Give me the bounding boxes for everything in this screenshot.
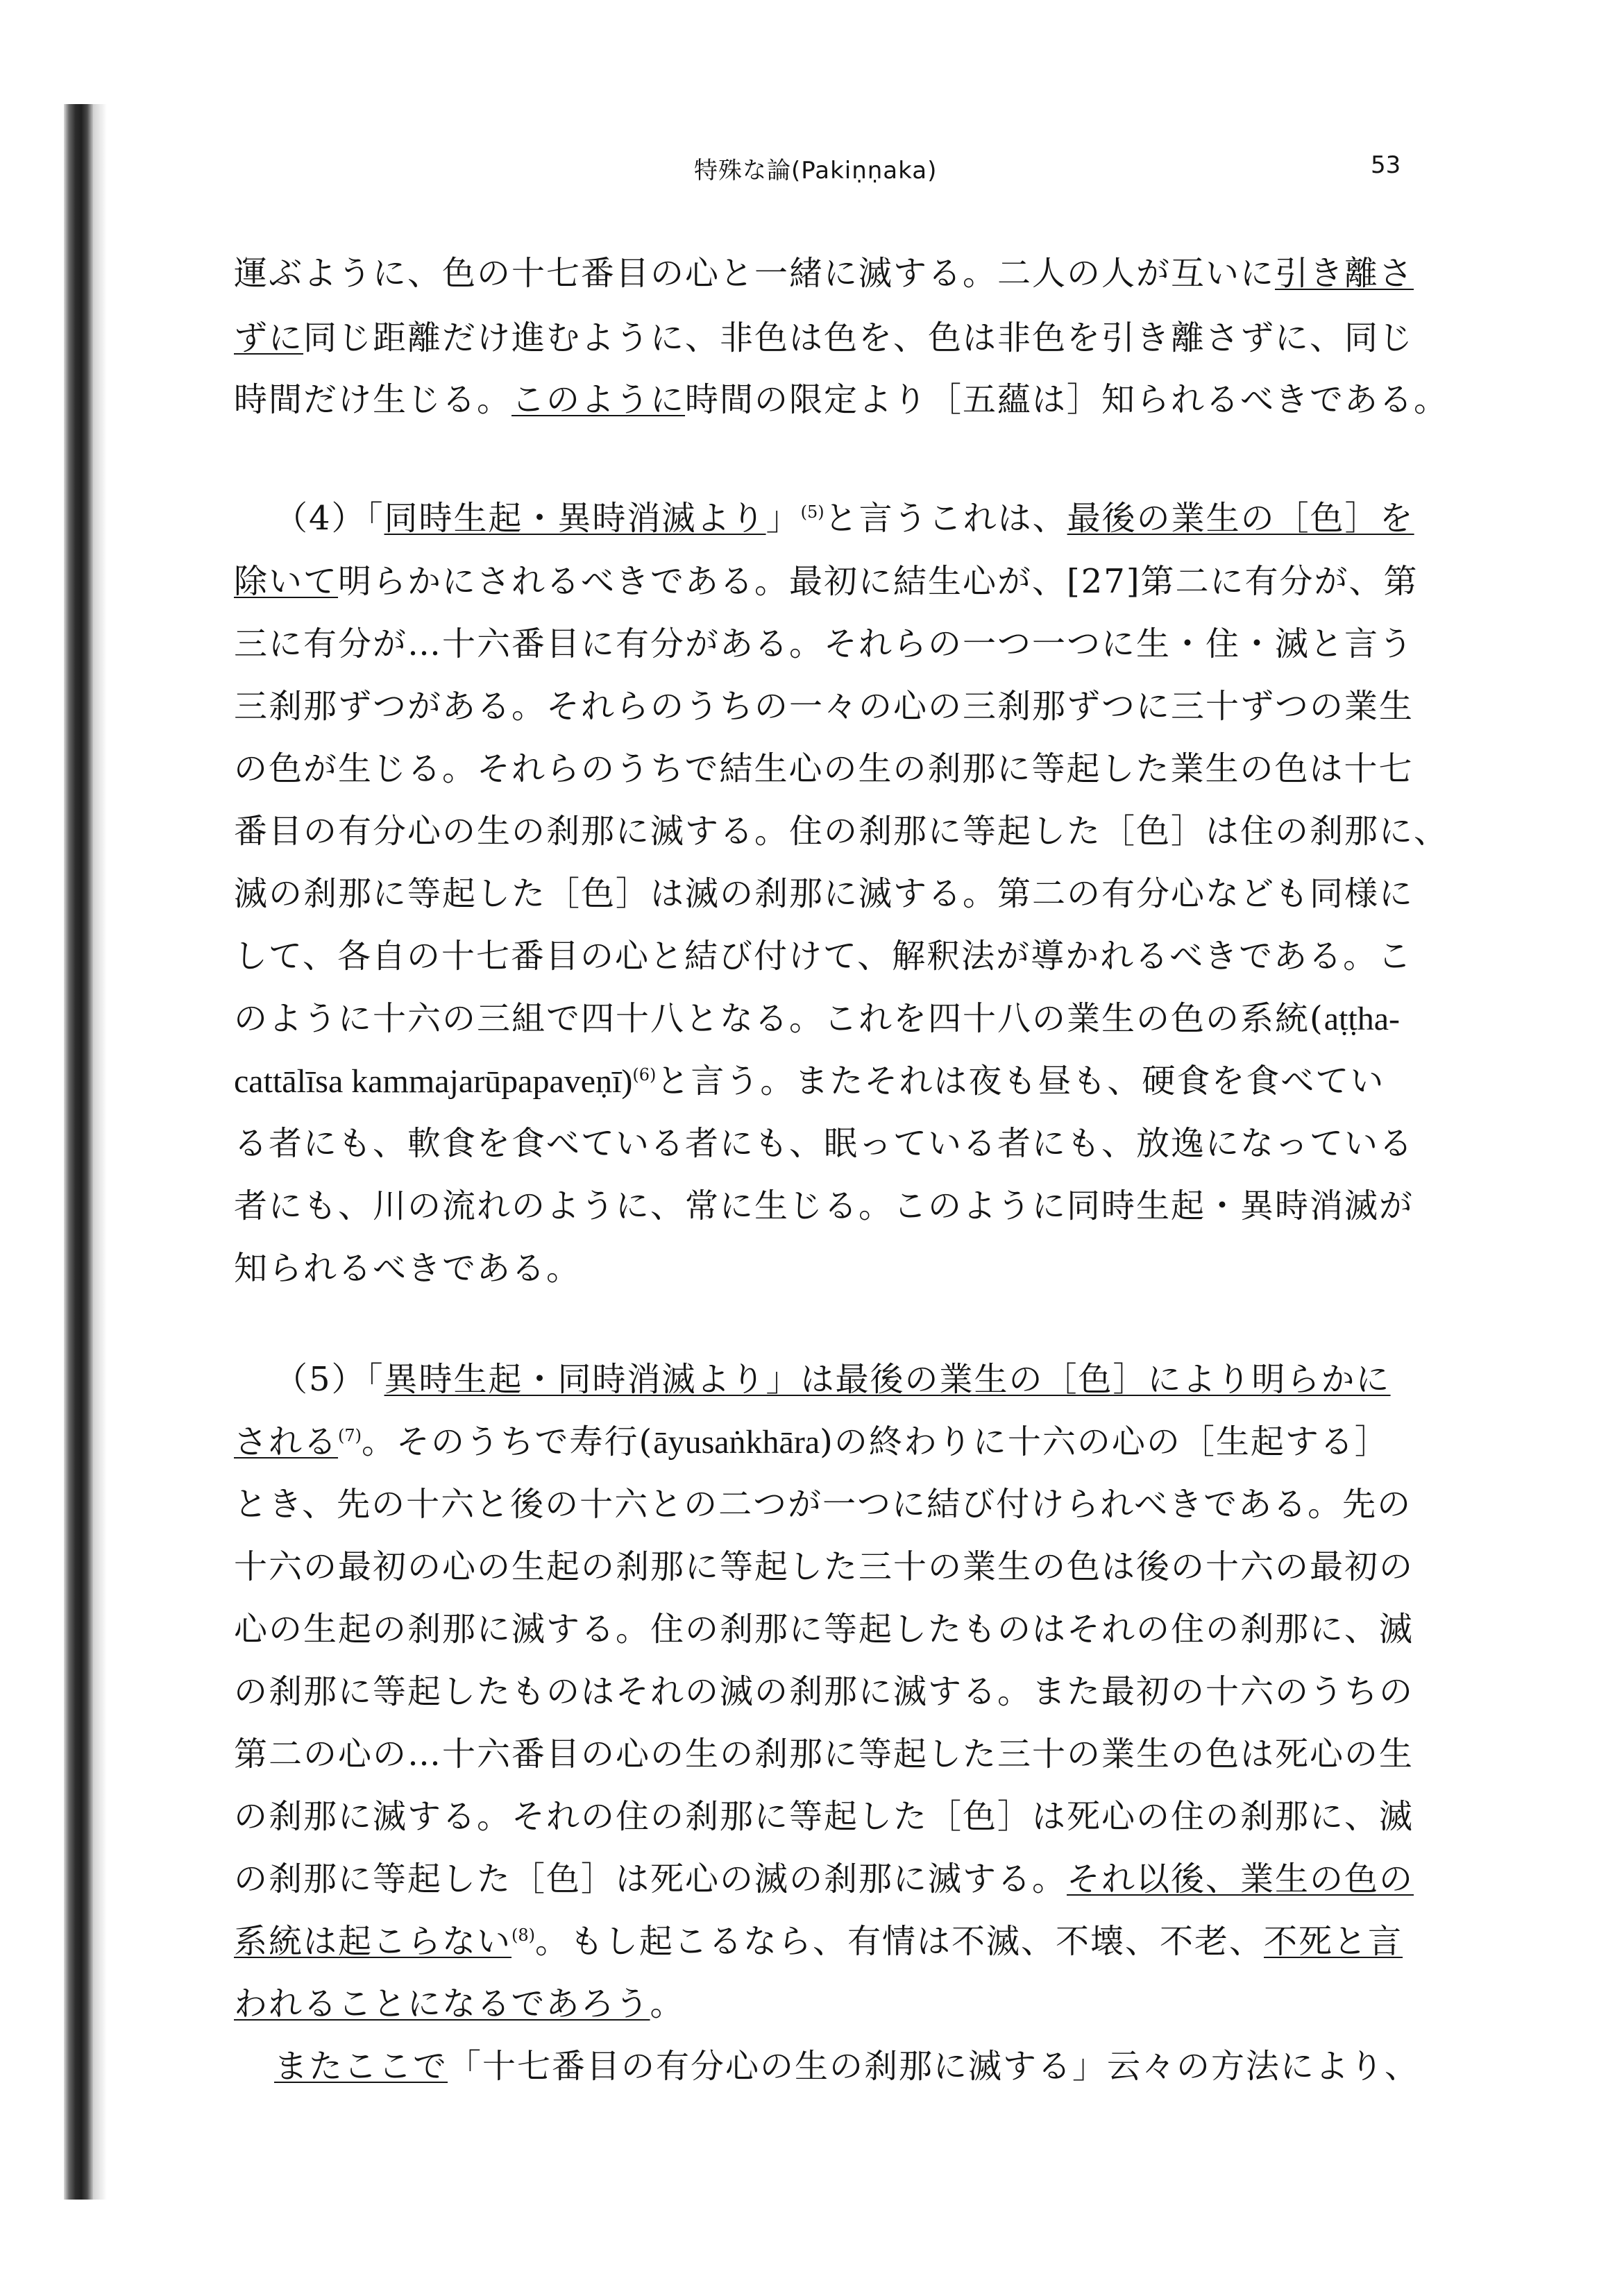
text-line: 運ぶように、色の十七番目の心と一緒に滅する。二人の人が互いに引き離さ bbox=[234, 254, 1414, 293]
text-line: 番目の有分心の生の刹那に滅する。住の刹那に等起した［色］は住の刹那に、 bbox=[234, 812, 1449, 851]
text-line: 滅の刹那に等起した［色］は滅の刹那に滅する。第二の有分心なども同様に bbox=[234, 874, 1414, 913]
text-line: ずに同じ距離だけ進むように、非色は色を、色は非色を引き離さずに、同じ bbox=[234, 318, 1414, 357]
text-line: して、各自の十七番目の心と結び付けて、解釈法が導かれるべきである。こ bbox=[234, 937, 1413, 976]
text-line: 三刹那ずつがある。それらのうちの一々の心の三刹那ずつに三十ずつの業生 bbox=[234, 687, 1414, 726]
text-line: （5）「異時生起・同時消滅より」は最後の業生の［色］により明らかに bbox=[274, 1360, 1391, 1399]
running-title: 特殊な論(Pakiṇṇaka) bbox=[694, 157, 938, 185]
text-line: またここで「十七番目の有分心の生の刹那に滅する」云々の方法により、 bbox=[274, 2047, 1420, 2086]
text-line: される$^{(7)}$。そのうちで寿行(āyusaṅkhāra)の終わりに十六の心の［生起する］ bbox=[234, 1422, 1389, 1461]
text-line: の刹那に滅する。それの住の刹那に等起した［色］は死心の住の刹那に、滅 bbox=[234, 1797, 1414, 1836]
gutter-shadow bbox=[93, 104, 107, 2200]
footnote-marker: (5) bbox=[800, 502, 824, 522]
text-line: われることになるであろう。 bbox=[234, 1984, 685, 2023]
text-line: 系統は起こらない$^{(8)}$。もし起こるなら、有情は不滅、不壊、不老、不死と言 bbox=[234, 1922, 1403, 1961]
text-line: cattālīsa kammajarūpapaveṇī)$^{(6)}$と言う。またそれは夜も昼も、硬食を食べてい bbox=[234, 1062, 1385, 1100]
text-line: 知られるべきである。 bbox=[234, 1249, 582, 1288]
page-number: 53 bbox=[1371, 151, 1401, 179]
text-line: のように十六の三組で四十八となる。これを四十八の業生の色の系統(aṭṭha- bbox=[234, 999, 1400, 1038]
text-line: （4）「同時生起・異時消滅より」$^{(5)}$と言うこれは、最後の業生の［色］を bbox=[274, 499, 1414, 538]
text-line: 時間だけ生じる。このように時間の限定より［五蘊は］知られるべきである。 bbox=[234, 380, 1449, 419]
text-line: 心の生起の刹那に滅する。住の刹那に等起したものはそれの住の刹那に、滅 bbox=[234, 1610, 1414, 1649]
text-line: 第二の心の…十六番目の心の生の刹那に等起した三十の業生の色は死心の生 bbox=[234, 1735, 1414, 1774]
text-line: 三に有分が…十六番目に有分がある。それらの一つ一つに生・住・滅と言う bbox=[234, 624, 1414, 663]
text-line: 十六の最初の心の生起の刹那に等起した三十の業生の色は後の十六の最初の bbox=[234, 1547, 1414, 1586]
footnote-marker: (6) bbox=[632, 1065, 657, 1085]
text-line: とき、先の十六と後の十六との二つが一つに結び付けられべきである。先の bbox=[234, 1485, 1412, 1524]
text-line: 者にも、川の流れのように、常に生じる。このように同時生起・異時消滅が bbox=[234, 1187, 1414, 1225]
footnote-marker: (7) bbox=[338, 1426, 362, 1445]
text-line: の刹那に等起したものはそれの滅の刹那に滅する。また最初の十六のうちの bbox=[234, 1672, 1414, 1711]
text-line: の色が生じる。それらのうちで結生心の生の刹那に等起した業生の色は十七 bbox=[234, 749, 1414, 788]
book-spine-shadow bbox=[64, 104, 93, 2200]
text-line: る者にも、軟食を食べている者にも、眠っている者にも、放逸になっている bbox=[234, 1124, 1414, 1163]
footnote-marker: (8) bbox=[511, 1925, 536, 1945]
text-line: の刹那に等起した［色］は死心の滅の刹那に滅する。それ以後、業生の色の bbox=[234, 1860, 1414, 1898]
text-line: 除いて明らかにされるべきである。最初に結生心が、[27]第二に有分が、第 bbox=[234, 562, 1419, 601]
